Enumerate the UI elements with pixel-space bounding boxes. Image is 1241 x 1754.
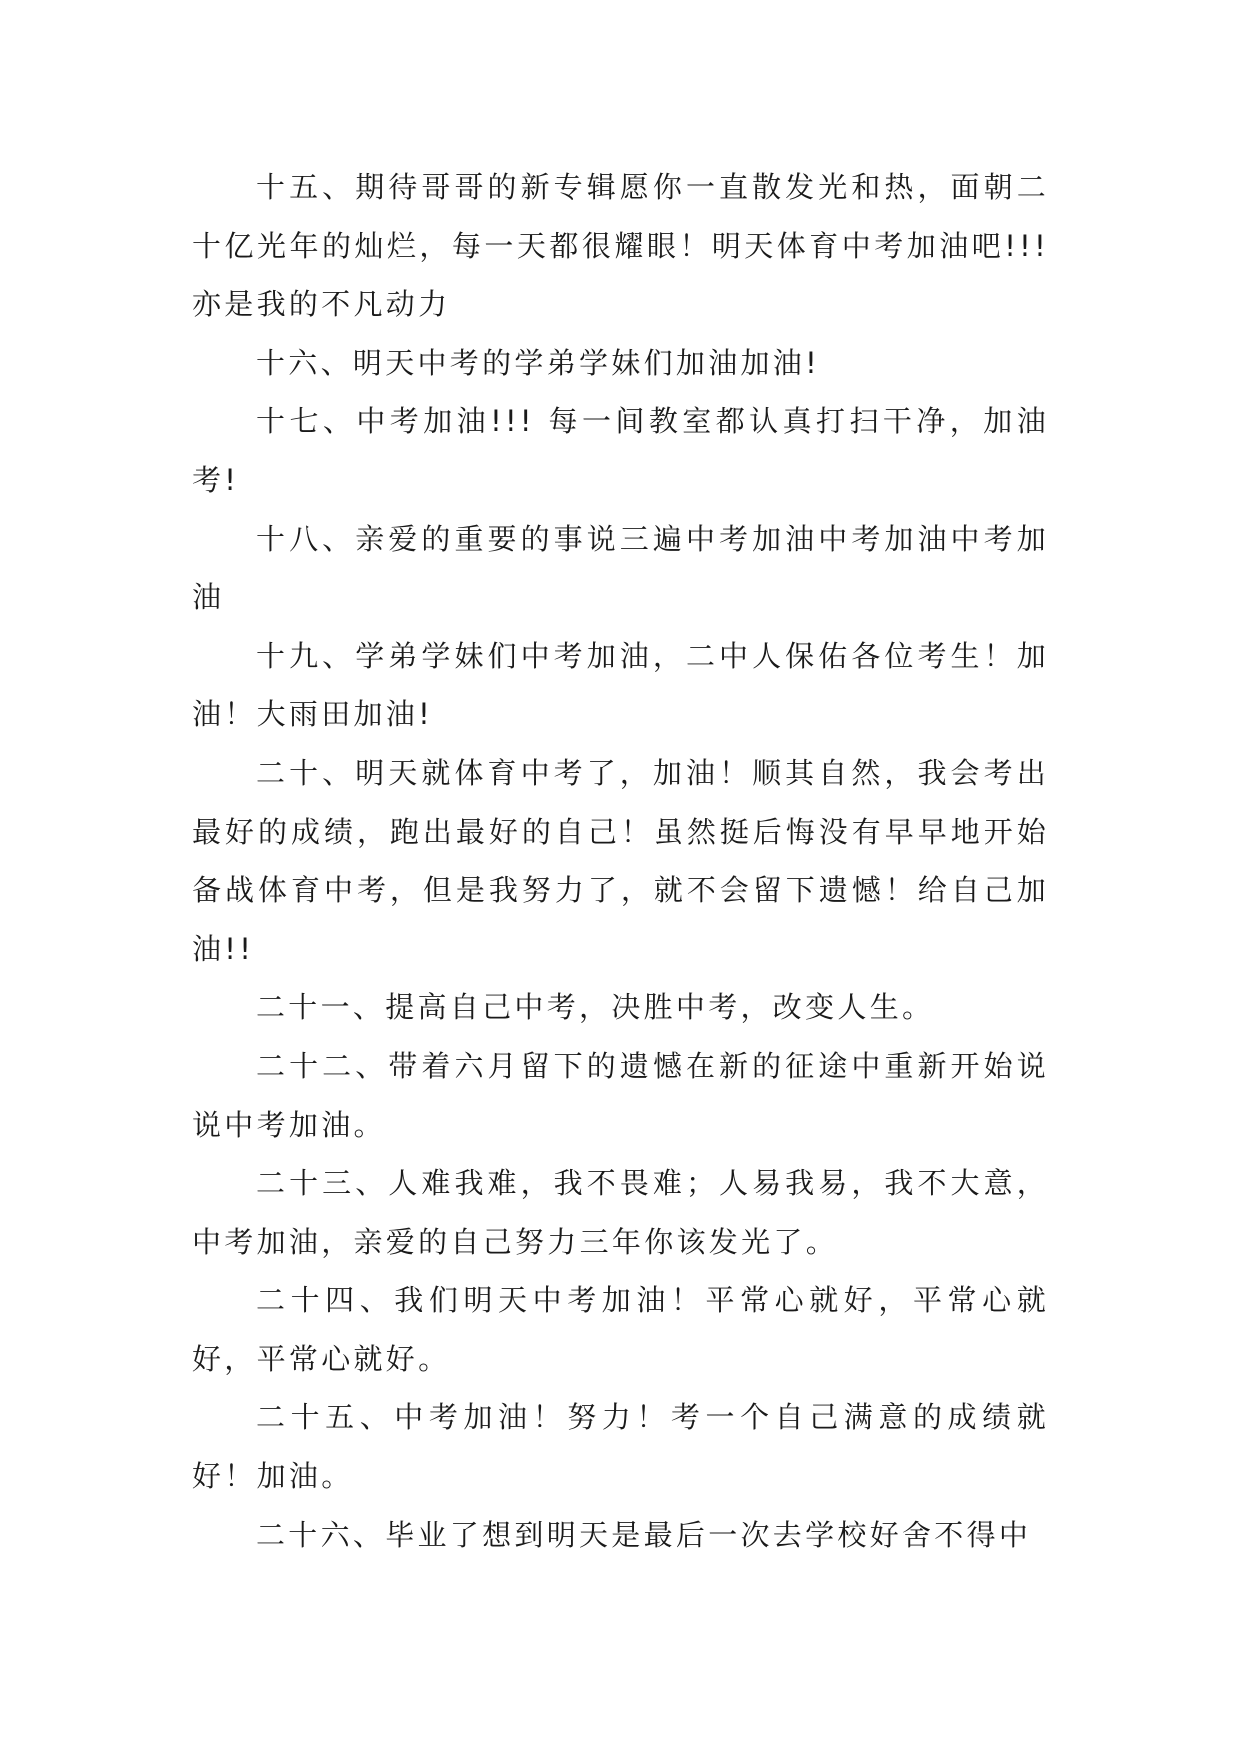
paragraph-26: 二十六、毕业了想到明天是最后一次去学校好舍不得中	[256, 1517, 1032, 1552]
paragraph-15: 十五、期待哥哥的新专辑愿你一直散发光和热，面朝二十亿光年的灿烂，每一天都很耀眼！明天体育中考加油吧!!! 亦是我的不凡动力	[192, 170, 1049, 322]
paragraph-24: 二十四、我们明天中考加油！平常心就好，平常心就好，平常心就好。	[192, 1283, 1049, 1376]
paragraph-22: 二十二、带着六月留下的遗憾在新的征途中重新开始说说中考加油。	[192, 1048, 1049, 1142]
document-body	[192, 158, 1049, 1564]
paragraph-20: 二十、明天就体育中考了，加油！顺其自然，我会考出最好的成绩，跑出最好的自己！虽然挺后悔没有早早地开始备战体育中考，但是我努力了，就不会留下遗憾！给自己加油!!	[192, 755, 1049, 966]
paragraph-17: 十七、中考加油!!! 每一间教室都认真打扫干净，加油考!	[192, 404, 1049, 497]
paragraph-23: 二十三、人难我难，我不畏难；人易我易，我不大意，中考加油，亲爱的自己努力三年你该发光了。	[192, 1166, 1049, 1259]
paragraph-18: 十八、亲爱的重要的事说三遍中考加油中考加油中考加油	[192, 521, 1049, 615]
paragraph-19: 十九、学弟学妹们中考加油，二中人保佑各位考生！加油！大雨田加油!	[192, 638, 1049, 732]
paragraph-25: 二十五、中考加油！努力！考一个自己满意的成绩就好！加油。	[192, 1400, 1049, 1494]
paragraph-21: 二十一、提高自己中考，决胜中考，改变人生。	[256, 990, 935, 1025]
paragraph-16: 十六、明天中考的学弟学妹们加油加油!	[256, 345, 821, 380]
